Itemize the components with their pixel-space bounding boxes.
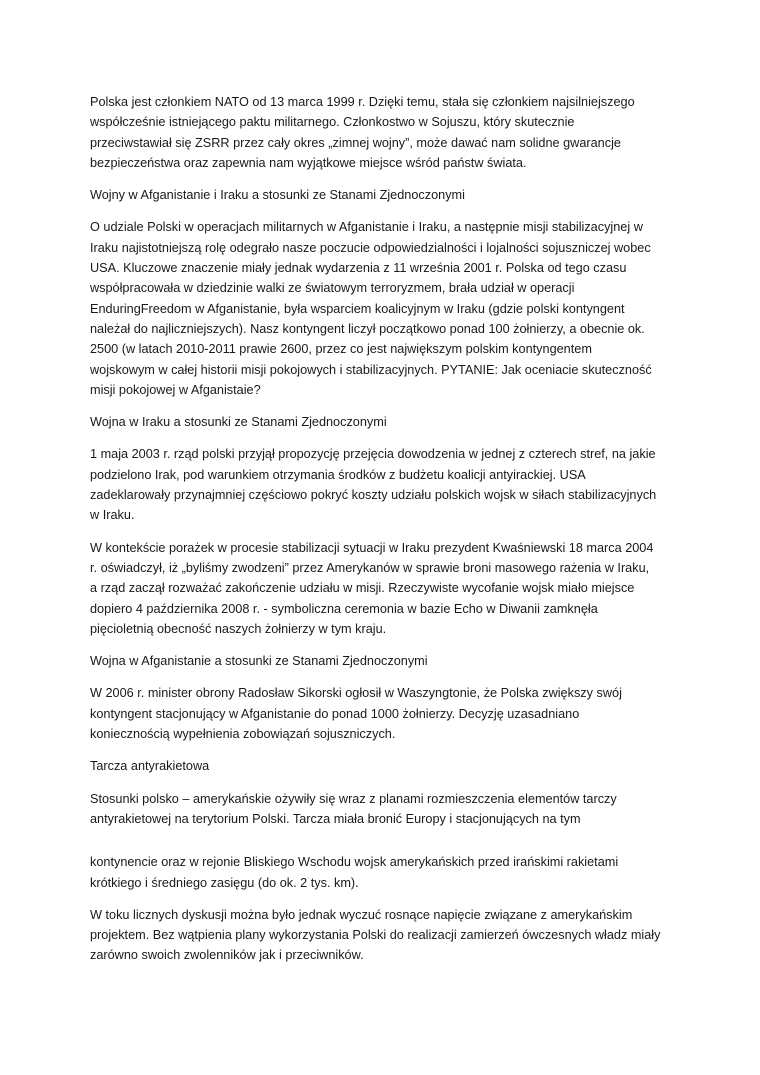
text-line: współcześnie istniejącego paktu militarnego. Członkostwo w Sojuszu, który skutecznie <box>90 115 575 130</box>
text-line: Stosunki polsko – amerykańskie ożywiły się wraz z planami rozmieszczenia elementów tarczy <box>90 791 617 806</box>
text-line: a rząd zaczął rozważać zakończenie udziału w misji. Rzeczywiste wycofanie wojsk miało miejsce <box>90 581 635 596</box>
text-line: przeciwstawiał się ZSRR przez cały okres „zimnej wojny”, może dawać nam solidne gwarancje <box>90 135 621 150</box>
text-line: misji pokojowej w Afganistaie? <box>90 382 261 397</box>
paragraph <box>90 538 690 639</box>
text-line: kontyngent stacjonujący w Afganistanie do ponad 1000 żołnierzy. Decyzję uzasadniano <box>90 706 580 721</box>
text-line: dopiero 4 października 2008 r. - symboliczna ceremonia w bazie Echo w Diwanii zamknęła <box>90 601 598 616</box>
text-line: bezpieczeństwa oraz zapewnia nam wyjątkowe miejsce wśród państw świata. <box>90 155 527 170</box>
text-line: projektem. Bez wątpienia plany wykorzystania Polski do realizacji zamierzeń ówczesnych władz miały <box>90 928 661 943</box>
text-line: zarówno swoich zwolenników jak i przeciwników. <box>90 948 364 963</box>
paragraph <box>90 905 690 966</box>
text-line: Wojna w Iraku a stosunki ze Stanami Zjednoczonymi <box>90 415 387 430</box>
text-line: USA. Kluczowe znaczenie miały jednak wydarzenia z 11 września 2001 r. Polska od tego czasu <box>90 261 627 276</box>
paragraph <box>90 92 690 173</box>
text-line: podzielono Irak, pod warunkiem otrzymania środków z budżetu koalicji antyirackiej. USA <box>90 467 586 482</box>
paragraph <box>90 789 690 830</box>
text-line: Iraku najistotniejszą rolę odegrało nasze poczucie odpowiedzialności i lojalności sojuszniczej wobec <box>90 240 651 255</box>
paragraph <box>90 444 690 525</box>
text-line: Wojna w Afganistanie a stosunki ze Stanami Zjednoczonymi <box>90 654 428 669</box>
text-line: W toku licznych dyskusji można było jednak wyczuć rosnące napięcie związane z amerykańskim <box>90 907 633 922</box>
text-line: EnduringFreedom w Afganistanie, była wsparciem koalicyjnym w Iraku (gdzie polski kontyngent <box>90 301 625 316</box>
text-line: O udziale Polski w operacjach militarnych w Afganistanie i Iraku, a następnie misji stabilizacyjnej w <box>90 220 643 235</box>
document-body <box>90 92 690 978</box>
paragraph <box>90 217 690 400</box>
text-line: Tarcza antyrakietowa <box>90 759 210 774</box>
text-line: kontynencie oraz w rejonie Bliskiego Wschodu wojsk amerykańskich przed irańskimi rakietami <box>90 855 619 870</box>
paragraph <box>90 185 690 205</box>
text-line: 1 maja 2003 r. rząd polski przyjął propozycję przejęcia dowodzenia w jednej z czterech stref, na jakie <box>90 447 656 462</box>
paragraph <box>90 412 690 432</box>
text-line: zadeklarowały przynajmniej częściowo pokryć koszty udziału polskich wojsk w siłach stabilizacyjnych <box>90 488 657 503</box>
paragraph <box>90 683 690 744</box>
paragraph <box>90 852 690 893</box>
text-line: Polska jest członkiem NATO od 13 marca 1999 r. Dzięki temu, stała się członkiem najsilniejszego <box>90 95 635 109</box>
text-line: należał do najliczniejszych). Nasz kontyngent liczył początkowo ponad 100 żołnierzy, a obecnie ok. <box>90 321 645 336</box>
text-line: W 2006 r. minister obrony Radosław Sikorski ogłosił w Waszyngtonie, że Polska zwiększy swój <box>90 686 622 701</box>
text-line: pięcioletnią obecność naszych żołnierzy w tym kraju. <box>90 621 387 636</box>
paragraph <box>90 651 690 671</box>
text-line: wojskowym w całej historii misji pokojowych i stabilizacyjnych. PYTANIE: Jak oceniacie skuteczność <box>90 362 652 377</box>
text-line: w Iraku. <box>90 508 135 523</box>
text-line: krótkiego i średniego zasięgu (do ok. 2 tys. km). <box>90 875 359 890</box>
text-line: r. oświadczył, iż „byliśmy zwodzeni” przez Amerykanów w sprawie broni masowego rażenia w Iraku, <box>90 560 650 575</box>
text-line: antyrakietowej na terytorium Polski. Tarcza miała bronić Europy i stacjonujących na tym <box>90 811 581 826</box>
text-line: Wojny w Afganistanie i Iraku a stosunki ze Stanami Zjednoczonymi <box>90 188 465 203</box>
text-line: koniecznością wypełnienia zobowiązań sojuszniczych. <box>90 727 396 742</box>
text-line: W kontekście porażek w procesie stabilizacji sytuacji w Iraku prezydent Kwaśniewski 18 marca 2004 <box>90 540 654 555</box>
paragraph <box>90 756 690 776</box>
text-line: 2500 (w latach 2010-2011 prawie 2600, przez co jest największym polskim kontyngentem <box>90 342 592 357</box>
text-line: współpracowała w dziedzinie walki ze światowym terroryzmem, brała udział w operacji <box>90 281 575 296</box>
